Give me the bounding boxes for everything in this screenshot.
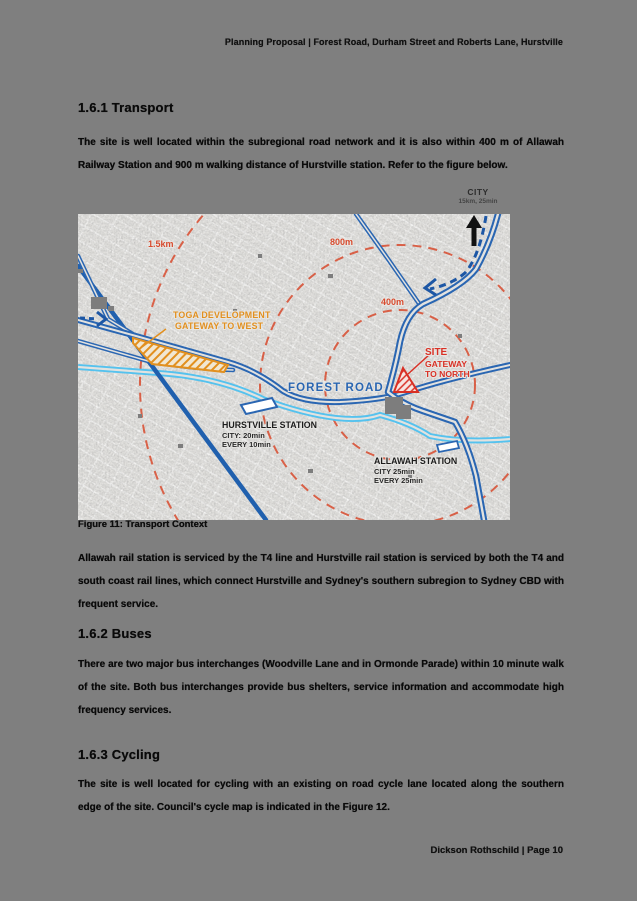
heading-cycling: 1.6.3 Cycling (78, 747, 161, 762)
site-label-line2: GATEWAY (425, 359, 468, 369)
ring-label-1500m: 1.5km (148, 239, 174, 249)
transport-rail-paragraph: Allawah rail station is serviced by the T4 line and Hurstville rail station is serviced by both the T4 and south coast rail lines, which connect Hurstville and Sydney's southern subregion to Sydney CBD with frequent service. (78, 553, 564, 610)
heading-transport: 1.6.1 Transport (78, 100, 174, 115)
toga-label-line1: TOGA DEVELOPMENT (173, 310, 271, 320)
transport-intro-paragraph: The site is well located within the subregional road network and it is also within 400 m of Allawah Railway Station and 900 m walking distance of Hurstville station. Refer to the figure below. (78, 137, 564, 171)
map-figure (78, 214, 510, 520)
transport-context-map (78, 214, 510, 520)
toga-label-line2: GATEWAY TO WEST (175, 321, 264, 331)
allawah-station-label: ALLAWAH STATION (374, 456, 458, 466)
city-distance-text: 15km, 25min (458, 197, 498, 205)
site-label-line3: TO NORTH (425, 369, 470, 379)
forest-road-label: FOREST ROAD (288, 382, 384, 394)
page-footer: Dickson Rothschild | Page 10 (430, 845, 563, 856)
hurstville-frequency: EVERY 10min (222, 440, 271, 449)
city-direction-label (443, 188, 513, 205)
buses-paragraph: There are two major bus interchanges (Woodville Lane and in Ormonde Parade) within 10 minute walk of the site. Both bus interchanges provide bus shelters, service information and accommodate high frequency services. (78, 659, 564, 716)
allawah-city-time: CITY 25min (374, 467, 415, 476)
city-label-text: CITY (467, 187, 489, 197)
cycling-paragraph: The site is well located for cycling with an existing on road cycle lane located along the southern edge of the site. Council's cycle map is indicated in the Figure 12. (78, 779, 564, 813)
hurstville-station-label: HURSTVILLE STATION (222, 420, 317, 430)
site-label-line1: SITE (425, 347, 448, 358)
allawah-frequency: EVERY 25min (374, 476, 423, 485)
page-header: Planning Proposal | Forest Road, Durham Street and Roberts Lane, Hurstville (224, 37, 563, 47)
figure-caption: Figure 11: Transport Context (78, 519, 208, 530)
ring-label-800m: 800m (330, 237, 354, 247)
hurstville-city-time: CITY: 20min (222, 431, 265, 440)
heading-buses: 1.6.2 Buses (78, 626, 152, 641)
ring-label-400m: 400m (381, 297, 405, 307)
